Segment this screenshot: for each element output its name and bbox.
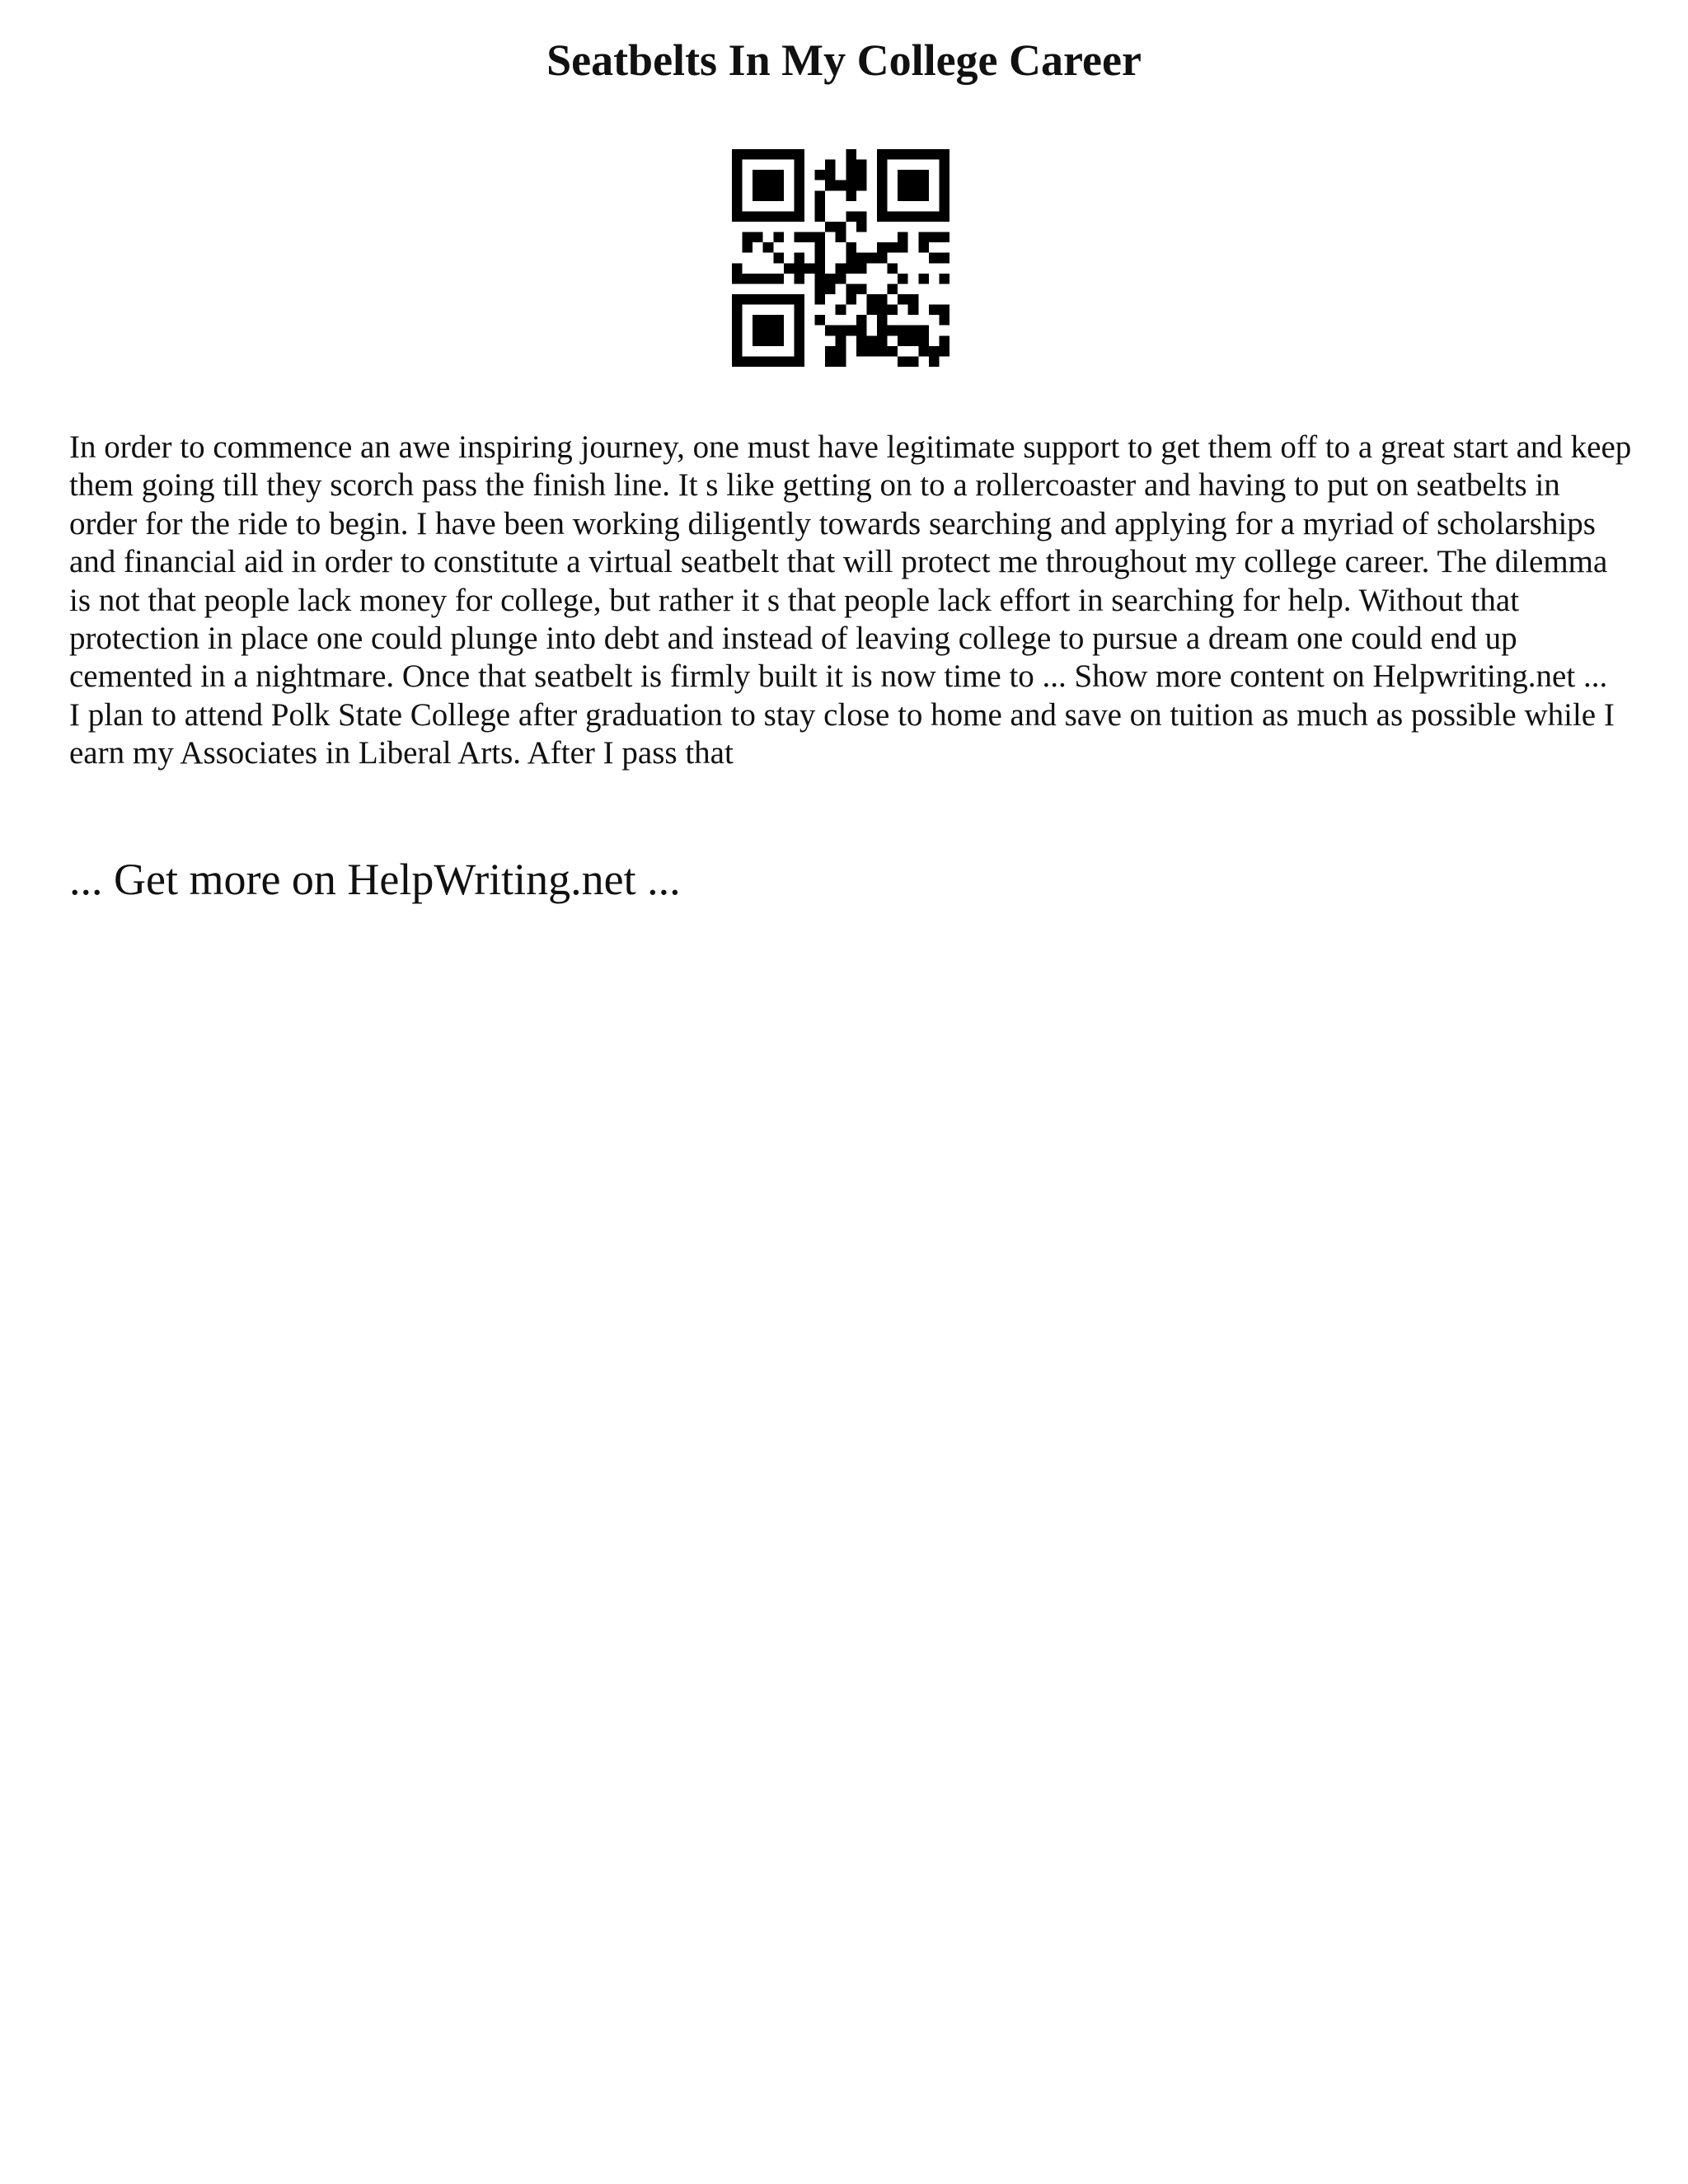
essay-paragraph: I plan to attend Polk State College after graduation to stay close to home and save on tuition as much as possible while I earn my Associates in Liberal Arts. After I pass that bbox=[69, 696, 1615, 771]
essay-paragraph: In order to commence an awe inspiring journey, one must have legitimate support to get them off to a great start and keep them going till they scorch pass the finish line. It s like getting on to a rollercoaster and having to put on seatbelts in order for the ride to begin. I have been working diligently towards searching and applying for a myriad of scholarships and financial aid in order to constitute a virtual seatbelt that will protect me throughout my college career. The dilemma is not that people lack money for college, but rather it s that people lack effort in searching for help. Without that protection in place one could plunge into debt and instead of leaving college to pursue a dream one could end up cemented in a nightmare. Once that seatbelt is firmly built it is now time to ... Show more content on Helpwriting.net ... bbox=[69, 429, 1632, 695]
essay-body bbox=[69, 429, 1635, 773]
qr-code-icon bbox=[732, 149, 950, 367]
page-title: Seatbelts In My College Career bbox=[546, 35, 1142, 85]
get-more-link[interactable]: ... Get more on HelpWriting.net ... bbox=[69, 855, 681, 904]
